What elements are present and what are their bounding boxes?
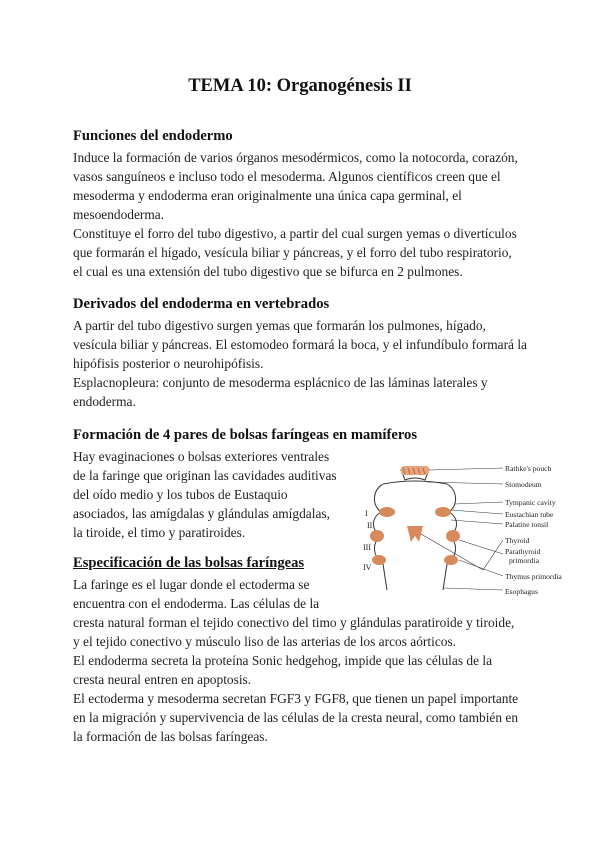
label-thyroid: Thyroid [505,536,530,545]
page-title: TEMA 10: Organogénesis II [188,76,412,96]
text-line: la tiroide, el timo y paratiroides. [73,525,246,540]
text-line: Induce la formación de varios órganos mesodérmicos, como la notocorda, corazón, [73,150,518,165]
pouch-numeral-ii: II [367,521,373,530]
label-parathyroid: Parathyroid [505,547,541,556]
text-line: el cual es una extensión del tubo digestivo que se bifurca en 2 pulmones. [73,264,463,279]
paragraph-especificacion [73,575,518,746]
paragraph-derivados [73,316,527,411]
label-stomodeum: Stomodeum [505,480,542,489]
text-line: A partir del tubo digestivo surgen yemas que formarán los pulmones, hígado, [73,318,486,333]
pharyngeal-pouches [370,507,460,565]
text-line: del oído medio y los tubos de Eustaquio [73,487,288,502]
text-line: y el tejido conectivo y músculo liso de las arterias de los arcos aórticos. [73,634,457,649]
text-line: que formarán el hígado, vesícula biliar y páncreas, y el forro del tubo respiratorio, [73,245,512,260]
heading-derivados: Derivados del endoderma en vertebrados [73,296,330,312]
pouch-numeral-iv: IV [363,563,372,572]
label-tympanic-cavity: Tympanic cavity [505,498,556,507]
text-line: Constituye el forro del tubo digestivo, a partir del cual surgen yemas o divertículos [73,226,517,241]
text-line: El endoderma secreta la proteína Sonic hedgehog, impide que las células de la [73,653,493,668]
text-line: mesoendoderma. [73,207,165,222]
heading-funciones: Funciones del endodermo [73,128,233,144]
text-line: El ectoderma y mesoderma secretan FGF3 y FGF8, que tienen un papel importante [73,691,519,706]
text-line: Esplacnopleura: conjunto de mesoderma esplácnico de las láminas laterales y [73,375,488,390]
label-palatine-tonsil: Palatine tonsil [505,520,549,529]
label-thymus-primordia: Thymus primordia [505,572,562,581]
text-line: La faringe es el lugar donde el ectoderma se [73,577,310,592]
text-line: endoderma. [73,394,136,409]
text-line: vasos sanguíneos e incluso todo el mesoderma. Algunos científicos creen que el [73,169,501,184]
text-line: la formación de las bolsas faríngeas. [73,729,268,744]
text-line: asociados, las amígdalas y glándulas amígdalas, [73,506,330,521]
text-line: cresta natural forman el tejido conectivo del timo y glándulas paratiroide y tiroide, [73,615,515,630]
paragraph-funciones [73,148,518,281]
text-line: Hay evaginaciones o bolsas exteriores ventrales [73,449,330,464]
label-esophagus: Esophagus [505,587,538,596]
pharyngeal-pouches-figure [343,460,593,600]
text-line: de la faringe que originan las cavidades auditivas [73,468,337,483]
leader-lines [421,468,503,590]
paragraph-formacion [73,447,337,542]
text-line: en la migración y supervivencia de las células de la cresta neural, como también en [73,710,519,725]
heading-formacion: Formación de 4 pares de bolsas faríngeas en mamíferos [73,427,418,443]
pouch-numeral-i: I [365,509,368,518]
text-line: mesoderma y endoderma eran originalmente una única capa germinal, el [73,188,462,203]
label-primordia: primordia [509,556,539,565]
label-eustachian-tube: Eustachian tube [505,510,554,519]
heading-especificacion: Especificación de las bolsas faríngeas [73,555,305,571]
text-line: vesícula biliar y páncreas. El estomodeo formará la boca, y el infundíbulo formará la [73,337,527,352]
text-line: hipófisis posterior o neurohipófisis. [73,356,264,371]
label-rathkes-pouch: Rathke's pouch [505,464,552,473]
text-line: cresta neural entren en apoptosis. [73,672,252,687]
rathkes-pouch [401,466,429,475]
text-line: encuentra con el endoderma. Las células de la [73,596,320,611]
pouch-numeral-iii: III [363,543,371,552]
